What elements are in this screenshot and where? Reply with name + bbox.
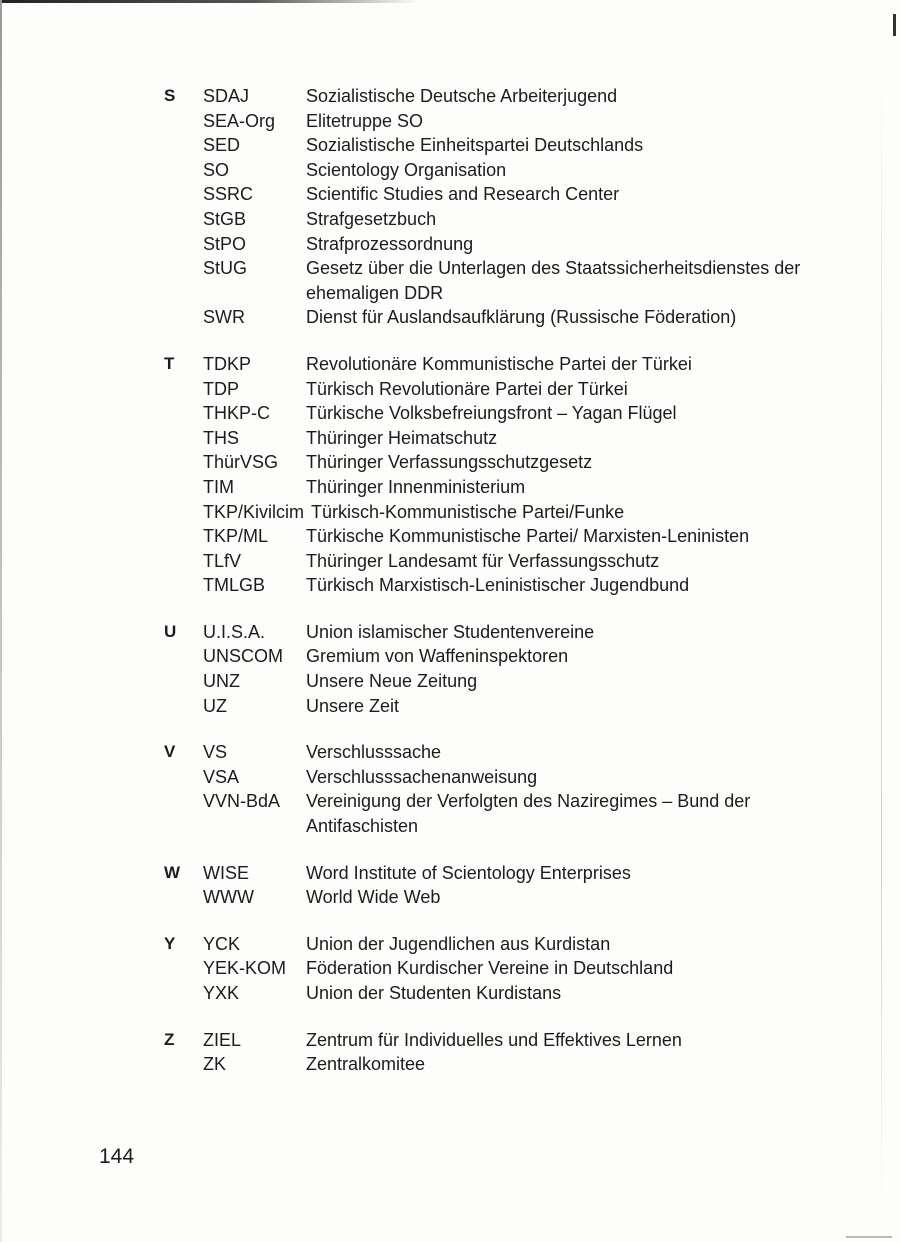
glossary-entry: [0, 207, 900, 232]
abbreviation: SDAJ: [203, 86, 250, 106]
definition: Vereinigung der Verfolgten des Naziregimes – Bund der Antifaschisten: [306, 791, 751, 837]
glossary-entry: [0, 694, 900, 719]
definition: Scientific Studies and Research Center: [306, 184, 620, 205]
abbreviation-glossary: [0, 84, 900, 1099]
glossary-entry: [0, 109, 900, 134]
definition: Verschlusssache: [306, 742, 442, 763]
glossary-section-z: [0, 1028, 900, 1077]
glossary-entry: [0, 1052, 900, 1077]
glossary-entry: [0, 740, 900, 765]
glossary-entry: [0, 932, 900, 957]
abbreviation: SO: [203, 159, 230, 180]
definition: Dienst für Auslandsaufklärung (Russische Föderation): [306, 307, 737, 328]
definition: Türkisch Marxistisch-Leninistischer Jugendbund: [306, 575, 690, 596]
abbreviation: SWR: [203, 307, 245, 328]
definition: World Wide Web: [306, 887, 441, 908]
glossary-entry: [0, 765, 900, 790]
definition: Union islamischer Studentenvereine: [306, 621, 595, 642]
abbreviation: YEK-KOM: [203, 958, 287, 979]
glossary-section-s: [0, 84, 900, 330]
abbreviation: SED: [203, 135, 241, 156]
definition: Unsere Neue Zeitung: [306, 671, 478, 692]
definition: Scientology Organisation: [306, 159, 507, 180]
definition: Unsere Zeit: [306, 695, 400, 716]
abbreviation: StGB: [203, 208, 247, 229]
section-letter: Z: [164, 1029, 175, 1049]
abbreviation: VVN-BdA: [203, 791, 281, 812]
glossary-entry: [0, 256, 900, 305]
abbreviation: TDP: [203, 378, 239, 399]
definition: Sozialistische Einheitspartei Deutschlands: [306, 135, 644, 156]
abbreviation: ZK: [203, 1054, 227, 1075]
glossary-section-v: [0, 740, 900, 838]
glossary-entry: [0, 158, 900, 183]
section-letter: S: [164, 86, 176, 105]
definition: Strafprozessordnung: [306, 233, 474, 254]
definition: Sozialistische Deutsche Arbeiterjugend: [306, 86, 618, 106]
definition: Zentralkomitee: [306, 1054, 426, 1075]
page-number: 144: [99, 1145, 135, 1168]
abbreviation: YXK: [203, 983, 240, 1003]
definition: Thüringer Innenministerium: [306, 476, 526, 497]
abbreviation: UZ: [203, 695, 227, 716]
abbreviation: SEA-Org: [203, 110, 276, 131]
scan-edge-top: [0, 0, 420, 3]
glossary-entry: [0, 789, 900, 838]
glossary-entry: [0, 401, 900, 426]
glossary-entry: [0, 956, 900, 981]
abbreviation: ThürVSG: [203, 452, 279, 473]
glossary-entry: [0, 133, 900, 158]
abbreviation: TKP/ML: [203, 526, 269, 547]
glossary-entry: [0, 475, 900, 500]
glossary-entry: [0, 232, 900, 257]
glossary-section-y: [0, 932, 900, 1006]
glossary-entry: [0, 861, 900, 886]
scan-mark-right: [893, 14, 896, 36]
definition: Verschlusssachenanweisung: [306, 766, 538, 787]
definition: Elitetruppe SO: [306, 110, 424, 131]
glossary-entry: [0, 981, 900, 1006]
definition: Türkisch Revolutionäre Partei der Türkei: [306, 378, 628, 399]
abbreviation: WWW: [203, 887, 254, 908]
glossary-section-u: [0, 620, 900, 718]
glossary-entry: [0, 885, 900, 910]
abbreviation: UNSCOM: [203, 646, 283, 667]
abbreviation: TLfV: [203, 550, 242, 571]
glossary-entry: [0, 305, 900, 330]
definition: Union der Jugendlichen aus Kurdistan: [306, 933, 611, 954]
abbreviation: ZIEL: [203, 1029, 242, 1050]
abbreviation: YCK: [203, 933, 241, 954]
abbreviation: SSRC: [203, 184, 254, 205]
glossary-section-w: [0, 861, 900, 910]
glossary-entry: [0, 620, 900, 645]
glossary-entry: [0, 1028, 900, 1053]
abbreviation: THKP-C: [203, 403, 270, 424]
abbreviation: VSA: [203, 766, 240, 787]
abbreviation: UNZ: [203, 671, 240, 692]
glossary-entry: [0, 84, 900, 109]
abbreviation: U.I.S.A.: [203, 621, 266, 642]
section-letter: Y: [164, 933, 176, 953]
abbreviation: VS: [203, 742, 228, 763]
definition: Türkische Volksbefreiungsfront – Yagan Flügel: [306, 403, 677, 424]
definition: Türkisch-Kommunistische Partei/Funke: [311, 501, 625, 522]
abbreviation: StUG: [203, 258, 248, 279]
section-letter: U: [164, 621, 177, 641]
abbreviation: TMLGB: [203, 575, 266, 596]
glossary-entry: [0, 352, 900, 377]
glossary-entry: [0, 182, 900, 207]
section-letter: V: [164, 742, 176, 762]
definition: Thüringer Landesamt für Verfassungsschutz: [306, 550, 660, 571]
glossary-entry: [0, 500, 900, 525]
abbreviation: THS: [203, 427, 239, 448]
glossary-entry: [0, 549, 900, 574]
definition: Revolutionäre Kommunistische Partei der Türkei: [306, 353, 692, 374]
definition: Türkische Kommunistische Partei/ Marxisten-Leninisten: [306, 526, 750, 547]
section-letter: W: [164, 862, 181, 882]
glossary-entry: [0, 426, 900, 451]
glossary-entry: [0, 644, 900, 669]
definition: Thüringer Heimatschutz: [306, 427, 498, 448]
definition: Thüringer Verfassungsschutzgesetz: [306, 452, 593, 473]
scan-mark-bottom: [846, 1236, 892, 1238]
glossary-entry: [0, 524, 900, 549]
glossary-entry: [0, 377, 900, 402]
glossary-entry: [0, 450, 900, 475]
definition: Gremium von Waffeninspektoren: [306, 646, 569, 667]
glossary-entry: [0, 573, 900, 598]
abbreviation: TDKP: [203, 353, 252, 374]
definition: Föderation Kurdischer Vereine in Deutschland: [306, 958, 674, 979]
abbreviation: TIM: [203, 476, 234, 497]
glossary-section-t: [0, 352, 900, 598]
abbreviation: TKP/Kivilcim: [203, 501, 305, 522]
glossary-entry: [0, 669, 900, 694]
definition: Zentrum für Individuelles und Effektives Lernen: [306, 1029, 682, 1050]
definition: Word Institute of Scientology Enterprises: [306, 862, 631, 883]
abbreviation: StPO: [203, 233, 247, 254]
section-letter: T: [164, 353, 175, 373]
definition: Strafgesetzbuch: [306, 208, 437, 229]
definition: Union der Studenten Kurdistans: [306, 983, 562, 1003]
definition: Gesetz über die Unterlagen des Staatssicherheitsdienstes der ehemaligen DDR: [306, 258, 801, 303]
abbreviation: WISE: [203, 862, 250, 883]
